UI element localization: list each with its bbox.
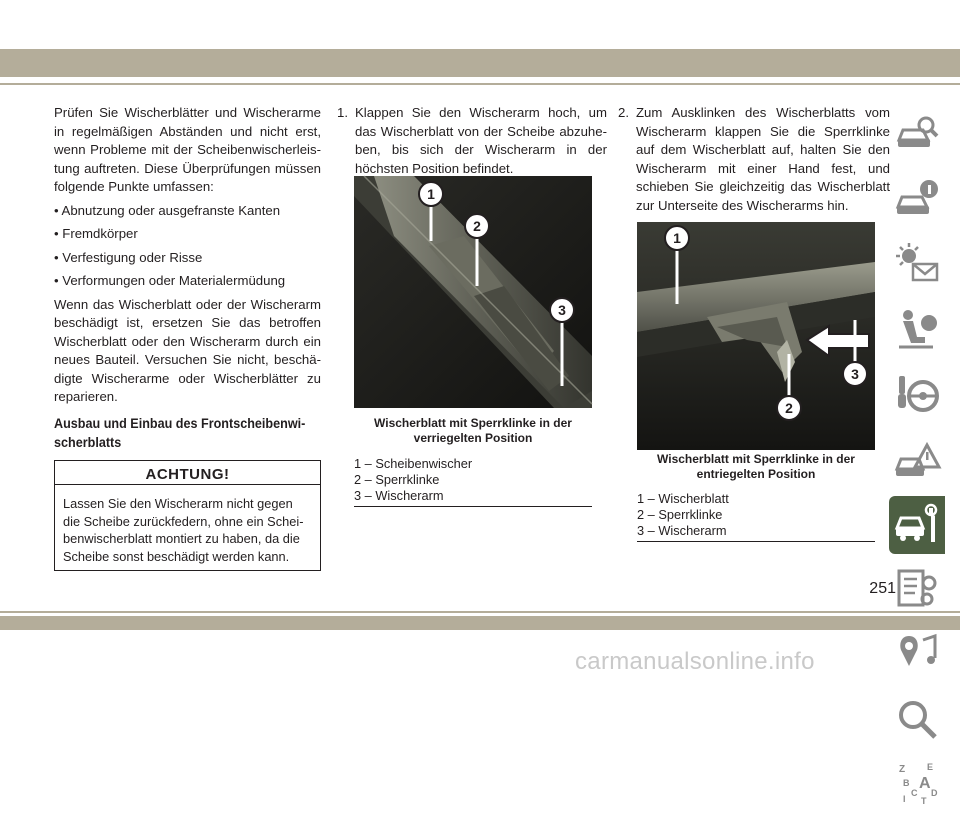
callout-3: 3 bbox=[558, 302, 566, 318]
wiper-unlocked-illustration bbox=[637, 222, 875, 450]
tab-car-magnifier[interactable] bbox=[889, 106, 945, 164]
index-letter: D bbox=[931, 788, 938, 798]
legend-item: 1 – Wischerblatt bbox=[637, 491, 729, 506]
step-1 bbox=[337, 104, 607, 178]
index-letter: I bbox=[903, 794, 906, 804]
bullet-item: • Verformungen oder Materialermüdung bbox=[54, 273, 286, 288]
figure-2-caption: Wischerblatt mit Sperrklinke in der entriegelten Position bbox=[657, 452, 855, 481]
tab-multimedia[interactable] bbox=[889, 626, 945, 684]
step-number: 2. bbox=[618, 105, 629, 120]
step-2 bbox=[618, 104, 890, 215]
wiper-locked-photo bbox=[354, 176, 592, 408]
warning-text: Lassen Sie den Wischerarm nicht gegen die Scheibe zurückfedern, ohne ein Scheibenwischerblatt montiert zu haben, da die Scheibe sonst beschädigt werden kann. bbox=[63, 496, 304, 564]
left-column bbox=[54, 104, 321, 452]
index-letter: A bbox=[919, 775, 931, 792]
search-icon bbox=[895, 697, 939, 741]
seat-airbag-icon bbox=[895, 307, 939, 351]
tab-warning-lights[interactable] bbox=[889, 236, 945, 294]
callout-2: 2 bbox=[785, 400, 793, 416]
header-divider bbox=[0, 83, 960, 85]
legend-item: 1 – Scheibenwischer bbox=[354, 456, 473, 471]
legend-item: 3 – Wischerarm bbox=[637, 523, 727, 538]
callout-1: 1 bbox=[673, 230, 681, 246]
wiper-locked-illustration bbox=[354, 176, 592, 408]
header-band bbox=[0, 49, 960, 77]
legend-item: 2 – Sperrklinke bbox=[637, 507, 723, 522]
footer-divider bbox=[0, 611, 960, 613]
warning-title: ACHTUNG! bbox=[55, 461, 320, 485]
tab-servicing-maintenance[interactable] bbox=[889, 496, 945, 554]
watermark: carmanualsonline.info bbox=[575, 648, 815, 675]
page-number: 251 bbox=[869, 580, 896, 597]
index-letters-icon bbox=[895, 762, 939, 806]
callout-3: 3 bbox=[851, 366, 859, 382]
legend-item: 2 – Sperrklinke bbox=[354, 472, 440, 487]
chapter-tabs bbox=[889, 106, 945, 821]
callout-2: 2 bbox=[473, 218, 481, 234]
bullet-item: • Fremdkörper bbox=[54, 226, 138, 241]
tab-safety[interactable] bbox=[889, 301, 945, 359]
steering-wheel-key-icon bbox=[895, 372, 939, 416]
tab-search[interactable] bbox=[889, 691, 945, 749]
tab-car-info[interactable] bbox=[889, 171, 945, 229]
tab-starting-operating[interactable] bbox=[889, 366, 945, 424]
section-heading: Ausbau und Einbau des Frontscheibenwischerblatts bbox=[54, 414, 306, 450]
tab-index[interactable] bbox=[889, 756, 945, 814]
figure-2-legend bbox=[637, 491, 875, 542]
index-letter: C bbox=[911, 788, 918, 798]
step-number: 1. bbox=[337, 105, 348, 120]
warning-box bbox=[54, 460, 321, 571]
car-hazard-icon bbox=[895, 437, 939, 481]
wiper-unlocked-photo bbox=[637, 222, 875, 450]
step-text: Zum Ausklinken des Wischerblatts vom Wischerarm klappen Sie die Sperrklinke auf dem Wischerblatt auf, halten Sie den Wischerarm mit einer Hand fest, und schieben Sie gleichzeitig das Wischerblatt zur Unterseite des Wischerarms hin. bbox=[636, 105, 890, 213]
document-gears-icon bbox=[895, 567, 939, 611]
tab-emergency[interactable] bbox=[889, 431, 945, 489]
middle-column bbox=[337, 104, 607, 178]
warning-light-message-icon bbox=[895, 242, 939, 286]
bullet-item: • Abnutzung oder ausgefranste Kanten bbox=[54, 202, 281, 218]
legend-item: 3 – Wischerarm bbox=[354, 488, 444, 503]
bullet-item: • Verfestigung oder Risse bbox=[54, 249, 203, 265]
car-magnifier-icon bbox=[895, 112, 939, 156]
navigation-music-icon bbox=[895, 632, 939, 676]
index-letter: T bbox=[921, 796, 927, 806]
figure-1-caption: Wischerblatt mit Sperrklinke in der verriegelten Position bbox=[374, 416, 572, 445]
index-letter: Z bbox=[899, 764, 906, 775]
intro-paragraph: Prüfen Sie Wischerblätter und Wischerarme in regelmäßigen Abständen und nicht erst, wenn Probleme mit der Scheibenwischerleistung auftreten. Diese Überprüfungen müssen folgende Punkte umfassen: bbox=[54, 105, 321, 194]
step-text: Klappen Sie den Wischerarm hoch, um das Wischerblatt von der Scheibe abzuheben, bis sich der Wischerarm in der höchsten Position befindet. bbox=[355, 105, 607, 176]
damage-paragraph: Wenn das Wischerblatt oder der Wischerarm beschädigt ist, ersetzen Sie das betroffen Wischerblatt oder den Wischerarm durch ein neues Bauteil. Versuchen Sie nicht, beschädigte Wischerarme oder Wischerblätter zu reparieren. bbox=[54, 296, 321, 404]
right-column bbox=[618, 104, 890, 215]
car-info-icon bbox=[895, 177, 939, 221]
callout-1: 1 bbox=[427, 186, 435, 202]
index-letter: E bbox=[927, 762, 934, 772]
figure-1-legend bbox=[354, 456, 592, 507]
car-wrench-icon bbox=[895, 502, 939, 546]
footer-band bbox=[0, 616, 960, 630]
index-letter: B bbox=[903, 778, 910, 788]
